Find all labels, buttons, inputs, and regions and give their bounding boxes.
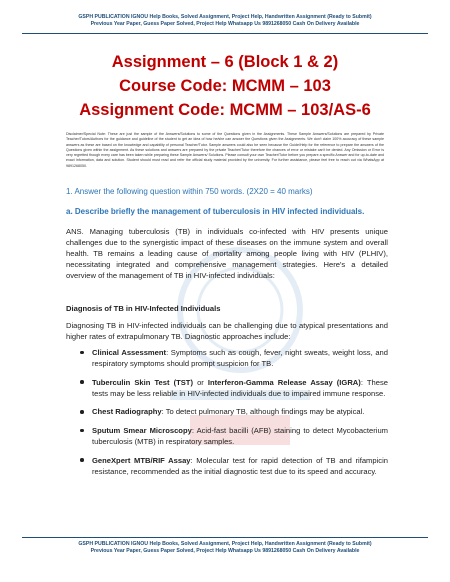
question-heading: 1. Answer the following question within 750 words. (2X20 = 40 marks)	[66, 187, 313, 196]
bullet-text: : Acid-fast bacilli (AFB) staining to detect Mycobacterium tuberculosis (MTB) in respiratory samples.	[92, 425, 388, 447]
header-rule	[22, 33, 428, 34]
bullet-text: : These tests may be less reliable in HIV-infected individuals due to impaired immune response.	[92, 377, 388, 398]
bullet-icon	[80, 458, 84, 462]
assignment-code: Assignment Code: MCMM – 103/AS-6	[79, 101, 371, 119]
bullet-term: Sputum Smear Microscopy	[92, 425, 192, 435]
diagnosis-list	[80, 347, 388, 484]
assignment-title: Assignment – 6 (Block 1 & 2)	[111, 53, 339, 71]
bullet-text: : Molecular test for rapid detection of TB and rifampicin resistance, recommended as the initial diagnostic test due to its speed and accuracy.	[92, 455, 388, 476]
list-item	[80, 425, 388, 447]
header-line-1: GSPH PUBLICATION IGNOU Help Books, Solved Assignment, Project Help, Handwritten Assignment (Ready to Submit)	[78, 14, 372, 20]
header-line-2: Previous Year Paper, Guess Paper Solved, Project Help Whatsapp Us 9891268050 Cash On Delivery Available	[90, 21, 360, 28]
bullet-term: Chest Radiography	[92, 407, 162, 417]
diagnosis-intro: Diagnosing TB in HIV-infected individuals can be challenging due to atypical presentations and higher rates of extrapulmonary TB. Diagnostic approaches include:	[66, 321, 388, 342]
footer-line-2: Previous Year Paper, Guess Paper Solved, Project Help Whatsapp Us 9891268050 Cash On Delivery Available	[90, 548, 360, 555]
answer-paragraph: ANS. Managing tuberculosis (TB) in individuals co-infected with HIV presents unique challenges due to the synergistic impact of these diseases on the immune system and overall health. TB remains a leading cause of mortality among people living with HIV (PLHIV), necessitating integrated and comprehensive management strategies. Here's a detailed overview of the management of TB in HIV-infected individuals:	[66, 227, 388, 281]
bullet-text: : Symptoms such as cough, fever, night sweats, weight loss, and respiratory symptoms should prompt suspicion for TB.	[92, 348, 388, 369]
diagnosis-heading: Diagnosis of TB in HIV-Infected Individuals	[66, 304, 221, 313]
bullet-connector: or	[192, 377, 208, 387]
footer-banner	[22, 541, 428, 555]
footer-rule	[22, 537, 428, 538]
list-item	[80, 377, 388, 399]
list-item	[80, 406, 388, 417]
bullet-icon	[80, 410, 84, 414]
bullet-icon	[80, 351, 84, 355]
title-block	[0, 50, 450, 122]
bullet-icon	[80, 429, 84, 433]
disclaimer: Disclaimer/Special Note: These are just the sample of the Answers/Solutions to some of the Questions given in the Assignments. These Sample Answers/Solutions are prepared by Private Teacher/Tutors/Authors for the guidance and guideline of the student to get an idea of how he/she can answer the Questions given the Assignments. We don't claim 100% accuracy of these sample answers as these are based on the knowledge and capability of personal Teacher/Tutor. Sample answers could also be seen because the Guide/Help for the reference to prepare the answers of the Questions given within the assignment. As these solutions and answers are prepared by the private Teacher/Tutor therefore the chances of error or mistake can't be denied. Any Omission or Error is very regretted though every care has been taken while preparing these Sample Answers/ Solutions. Please consult your own Teacher/Tutor before you prepare a specific Answer and for up-to-date and exact information, data and solution. Student should must read and refer the official study material provided by the university. For further assistance, please feel free to reach out via WhatsApp at 9891268050.	[66, 132, 384, 168]
bullet-term: Clinical Assessment	[92, 348, 167, 357]
footer-line-1: GSPH PUBLICATION IGNOU Help Books, Solved Assignment, Project Help, Handwritten Assignment (Ready to Submit)	[78, 541, 372, 547]
bullet-icon	[80, 380, 84, 384]
list-item	[80, 347, 388, 369]
list-item	[80, 455, 388, 477]
bullet-term: Tuberculin Skin Test (TST)	[92, 377, 193, 387]
bullet-term: GeneXpert MTB/RIF Assay	[92, 455, 191, 465]
question-sub: a. Describe briefly the management of tuberculosis in HIV infected individuals.	[66, 207, 365, 216]
bullet-text: : To detect pulmonary TB, although findings may be atypical.	[161, 407, 365, 417]
course-code: Course Code: MCMM – 103	[119, 77, 331, 95]
bullet-term-2: Interferon-Gamma Release Assay (IGRA)	[207, 377, 361, 387]
header-banner	[22, 14, 428, 28]
